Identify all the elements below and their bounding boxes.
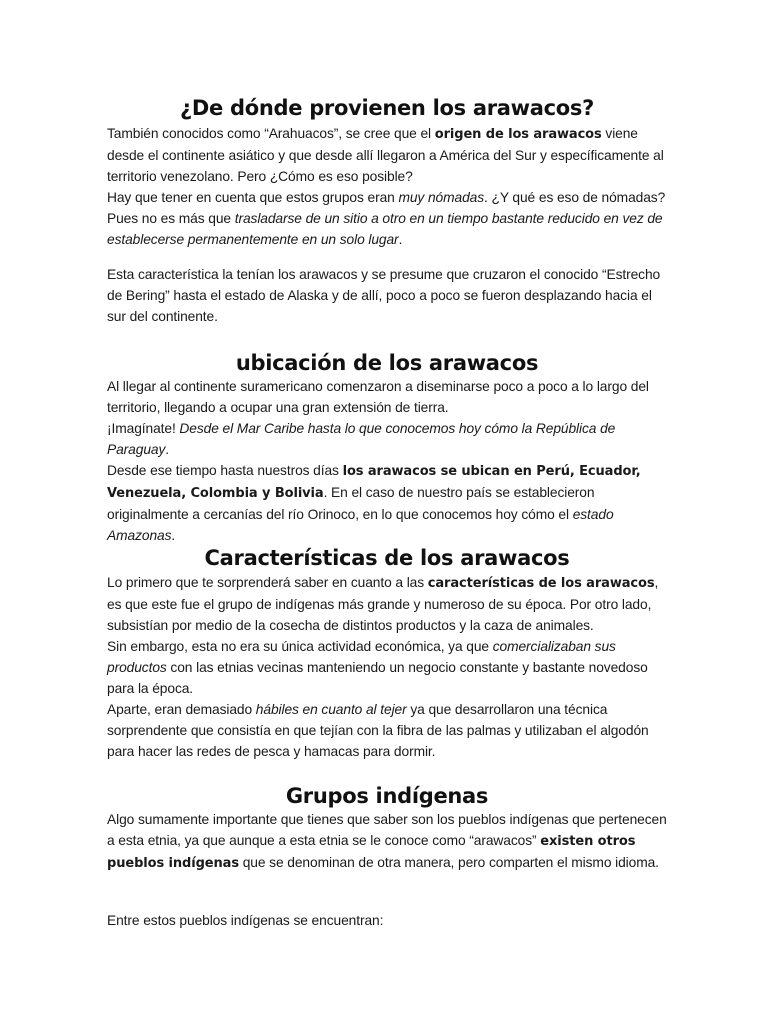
bold-text: existen otros pueblos indígenas — [107, 834, 636, 871]
text: . — [171, 528, 176, 543]
italic-text: muy nómadas — [398, 190, 485, 205]
text: . ¿Y qué es eso de nómadas? Pues no es más que — [107, 190, 666, 226]
heading-ubicacion: ubicación de los arawacos — [235, 351, 539, 375]
section-origen-body — [107, 123, 667, 250]
text: , es que este fue el grupo de indígenas más grande y numeroso de su época. Por otro lado, subsistían por medio de la cosecha de distintos productos y la caza de animales. — [107, 575, 659, 633]
text: Sin embargo, esta no era su única actividad económica, ya que — [107, 639, 493, 654]
text: ¡Imagínate! — [107, 421, 180, 436]
paragraph: Entre estos pueblos indígenas se encuentran: — [107, 913, 384, 928]
heading-origen: ¿De dónde provienen los arawacos? — [180, 96, 594, 120]
paragraph — [107, 123, 667, 187]
italic-text: hábiles en cuanto al tejer — [255, 702, 407, 717]
text: con las etnias vecinas manteniendo un negocio constante y bastante novedoso para la época. — [107, 660, 648, 696]
heading-grupos: Grupos indígenas — [285, 784, 489, 808]
text: . En el caso de nuestro país se establecieron originalmente a cercanías del río Orinoco, en lo que conocemos hoy cómo el — [107, 485, 595, 522]
italic-text: estado Amazonas — [107, 507, 614, 543]
heading-caracteristicas: Características de los arawacos — [204, 546, 570, 570]
text: Aparte, eran demasiado — [107, 702, 256, 717]
paragraph — [107, 699, 667, 762]
text: Desde ese tiempo hasta nuestros días — [107, 463, 343, 478]
section-grupos-body-2 — [107, 910, 667, 931]
paragraph — [107, 572, 667, 636]
italic-text: comercializaban sus productos — [107, 639, 616, 675]
paragraph — [107, 460, 667, 546]
text: . — [165, 442, 169, 457]
bold-text: los arawacos se ubican en Perú, Ecuador, Venezuela, Colombia y Bolivia — [107, 464, 641, 501]
section-grupos-body — [107, 809, 667, 874]
paragraph — [107, 418, 667, 460]
text: ya que desarrollaron una técnica sorprendente que consistía en que tejían con la fibra de las palmas y utilizaban el algodón para hacer las redes de pesca y hamacas para dormir. — [107, 702, 649, 759]
text: que se denominan de otra manera, pero comparten el mismo idioma. — [239, 855, 659, 870]
text: Hay que tener en cuenta que estos grupos eran — [107, 190, 399, 205]
paragraph — [107, 636, 667, 699]
italic-text: Desde el Mar Caribe hasta lo que conocemos hoy cómo la República de Paraguay — [107, 421, 616, 457]
paragraph — [107, 809, 667, 874]
text: También conocidos como “Arahuacos”, se cree que el — [107, 126, 435, 141]
italic-text: trasladarse de un sitio a otro en un tiempo bastante reducido en vez de establecerse permanentemente en un solo lugar — [107, 211, 663, 247]
text: Lo primero que te sorprenderá saber en cuanto a las — [107, 575, 428, 590]
text: Algo sumamente importante que tienes que saber son los pueblos indígenas que pertenecen a esta etnia, ya que aunque a esta etnia se le conoce como “arawacos” — [107, 812, 667, 848]
paragraph: Esta característica la tenían los arawacos y se presume que cruzaron el conocido “Estrecho de Bering” hasta el estado de Alaska y de allí, poco a poco se fueron desplazando hacia el sur del continente. — [107, 267, 661, 324]
text: . — [398, 232, 403, 247]
text: viene desde el continente asiático y que desde allí llegaron a América del Sur y específicamente al territorio venezolano. Pero ¿Cómo es eso posible? — [107, 126, 664, 184]
paragraph: Al llegar al continente suramericano comenzaron a diseminarse poco a poco a lo largo del territorio, llegando a ocupar una gran extensión de tierra. — [107, 379, 649, 415]
section-caracteristicas-body — [107, 572, 667, 762]
bold-text: origen de los arawacos — [434, 127, 602, 142]
section-ubicacion-body — [107, 376, 667, 546]
bold-text: características de los arawacos — [427, 576, 655, 591]
paragraph — [107, 187, 667, 250]
section-origen-body-2 — [107, 264, 667, 327]
